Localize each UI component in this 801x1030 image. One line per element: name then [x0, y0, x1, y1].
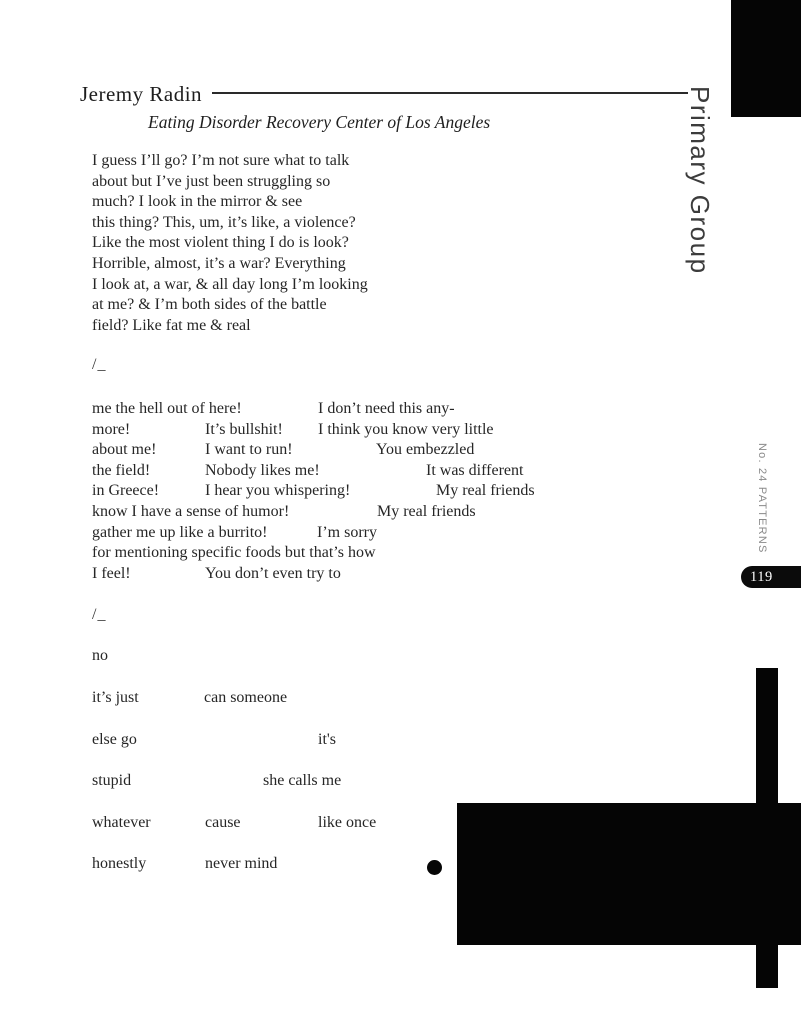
poem-phrase: cause [205, 813, 241, 831]
poem-line [92, 481, 652, 502]
poem-line [92, 523, 652, 544]
poem-line [92, 440, 652, 461]
poem-phrase: stupid [92, 772, 132, 790]
poem-phrase: Nobody likes me! [205, 461, 320, 479]
poem-line [92, 461, 652, 482]
poem-line: about but I’ve just been struggling so [92, 172, 331, 190]
poem-line [92, 502, 652, 523]
poem-phrase: like once [318, 813, 377, 831]
poem-line: field? Like fat me & real [92, 316, 251, 334]
poem-phrase: honestly [92, 855, 147, 873]
poem-line [92, 543, 652, 564]
page-number-badge [741, 566, 801, 588]
poem-phrase: I feel! [92, 564, 131, 582]
bottom-block-decoration [457, 803, 801, 945]
poem-phrase: My real friends [436, 482, 535, 500]
poem-phrase: it’s just [92, 689, 139, 706]
poem-phrase: I hear you whispering! [205, 482, 351, 500]
section-divider-1: /_ [92, 356, 107, 373]
poem-phrase: never mind [205, 855, 278, 873]
poem-line: at me? & I’m both sides of the battle [92, 296, 327, 314]
page-number: 119 [750, 568, 773, 585]
poem-phrase: I don’t need this any- [318, 400, 455, 417]
poem-line [92, 646, 652, 667]
poem-phrase: for mentioning specific foods but that’s how [92, 544, 376, 562]
corner-block-top [731, 0, 801, 117]
poem-line: I look at, a war, & all day long I’m looking [92, 275, 368, 293]
poem-phrase: I’m sorry [317, 523, 377, 541]
author-name: Jeremy Radin [80, 82, 203, 106]
poem-phrase: know I have a sense of humor! [92, 502, 290, 520]
poem-phrase: It’s bullshit! [205, 420, 283, 438]
bullet-dot-icon [427, 860, 442, 875]
poem-phrase: It was different [426, 461, 524, 479]
poem-line [92, 688, 652, 709]
poem-line [92, 420, 652, 441]
poem-phrase: You don’t even try to [205, 564, 341, 582]
poem-phrase: no [92, 647, 108, 665]
section-divider-2: /_ [92, 606, 107, 623]
poem-phrase: gather me up like a burrito! [92, 523, 268, 541]
poem-phrase: me the hell out of here! [92, 400, 242, 417]
poem-line [92, 730, 652, 751]
poem-phrase: You embezzled [376, 441, 475, 459]
poem-phrase: I think you know very little [318, 420, 494, 438]
poem-phrase: it's [318, 730, 336, 748]
header-rule [212, 92, 688, 94]
poem-phrase: about me! [92, 441, 157, 459]
stanza-2 [92, 399, 652, 584]
poem-line [92, 564, 652, 585]
poem-phrase: she calls me [263, 772, 342, 790]
poem-phrase: in Greece! [92, 482, 160, 500]
poem-line: much? I look in the mirror & see [92, 193, 303, 211]
poem-phrase: can someone [204, 689, 288, 706]
poem-line: Horrible, almost, it’s a war? Everything [92, 254, 346, 272]
poem-line [92, 399, 652, 420]
poem-line: this thing? This, um, it’s like, a violence? [92, 213, 356, 231]
poem-phrase: more! [92, 420, 131, 438]
poem-title: Eating Disorder Recovery Center of Los Angeles [148, 112, 491, 132]
poem-phrase: whatever [92, 813, 151, 831]
poem-phrase: else go [92, 730, 137, 748]
poem-phrase: My real friends [377, 502, 476, 520]
poem-phrase: I want to run! [205, 441, 293, 459]
poem-line: I guess I’ll go? I’m not sure what to talk [92, 152, 350, 169]
section-label-vertical: Primary Group [685, 86, 715, 275]
poem-line: Like the most violent thing I do is look? [92, 234, 349, 252]
issue-label-vertical: No. 24 PATTERNS [756, 443, 768, 554]
stanza-1 [92, 151, 368, 336]
poem-line [92, 771, 652, 792]
poem-phrase: the field! [92, 461, 151, 479]
